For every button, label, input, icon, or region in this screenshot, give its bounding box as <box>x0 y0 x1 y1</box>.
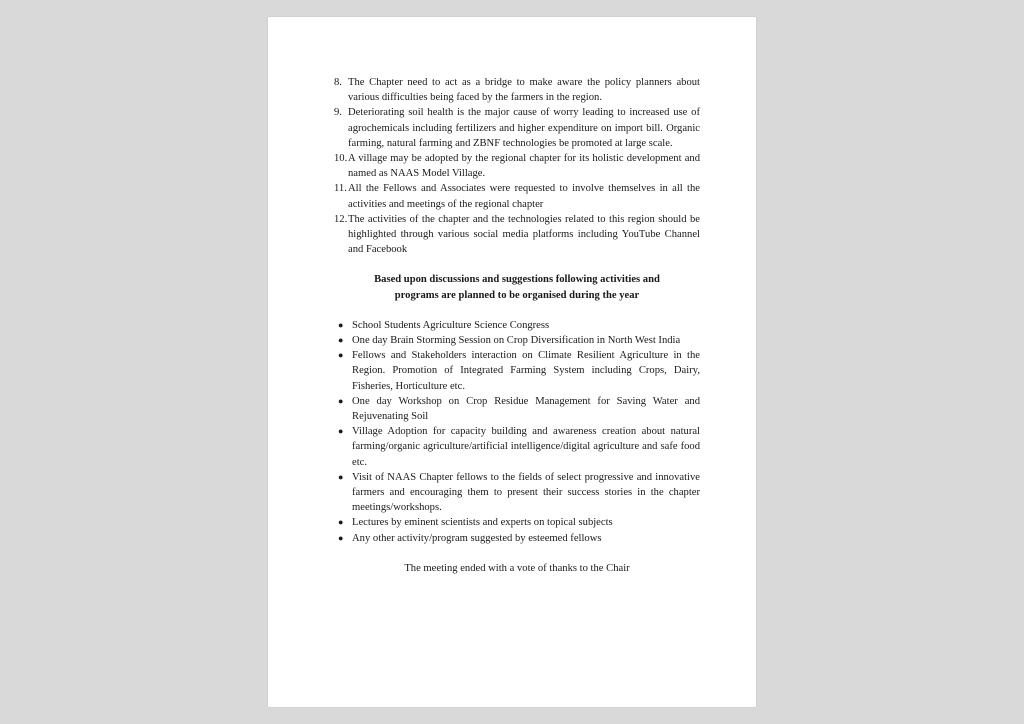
activity-text: Fellows and Stakeholders interaction on Climate Resilient Agriculture in the Region. Promotion of Integrated Farming System including Crops, Dairy, Fisheries, Horticulture etc. <box>352 350 700 392</box>
item-text: Deteriorating soil health is the major cause of worry leading to increased use of agrochemicals including fertilizers and higher expenditure on import bill. Organic farming, natural farming and ZBNF technologies be promoted at large scale. <box>348 107 700 149</box>
activity-item <box>334 348 700 394</box>
activity-text: Village Adoption for capacity building and awareness creation about natural farming/organic agriculture/artificial intelligence/digital agriculture and safe food etc. <box>352 426 700 468</box>
bullet-icon: ● <box>338 532 344 543</box>
activity-text: Lectures by eminent scientists and experts on topical subjects <box>352 517 613 529</box>
item-text: The Chapter need to act as a bridge to make aware the policy planners about various difficulties being faced by the farmers in the region. <box>348 77 700 104</box>
bullet-icon: ● <box>338 350 344 361</box>
item-text: All the Fellows and Associates were requested to involve themselves in all the activities and meetings of the regional chapter <box>348 183 700 210</box>
activity-text: One day Brain Storming Session on Crop Diversification in North West India <box>352 335 681 347</box>
activity-item <box>334 318 700 333</box>
numbered-list <box>334 75 700 257</box>
numbered-item <box>334 151 700 181</box>
bullet-icon: ● <box>338 319 344 330</box>
bullet-icon: ● <box>338 335 344 346</box>
activity-text: Any other activity/program suggested by esteemed fellows <box>352 532 602 544</box>
section-heading: Based upon discussions and suggestions following activities and programs are planned to be organised during the year <box>374 274 660 301</box>
activity-item <box>334 424 700 470</box>
activity-item <box>334 531 700 546</box>
numbered-item <box>334 75 700 105</box>
document-page <box>268 17 756 707</box>
item-number: 11. <box>334 183 347 195</box>
item-number: 8. <box>334 77 342 88</box>
activity-text: One day Workshop on Crop Residue Management for Saving Water and Rejuvenating Soil <box>352 395 700 423</box>
activities-list <box>334 318 700 546</box>
page-content <box>334 75 700 576</box>
activity-item <box>334 470 700 516</box>
bullet-icon: ● <box>338 395 344 406</box>
item-text: The activities of the chapter and the technologies related to this region should be highlighted through various social media platforms including YouTube Channel and Facebook <box>348 213 700 256</box>
activity-item <box>334 394 700 424</box>
bullet-icon: ● <box>338 517 344 528</box>
activity-text: School Students Agriculture Science Congress <box>352 319 550 331</box>
item-text: A village may be adopted by the regional chapter for its holistic development and named as NAAS Model Village. <box>348 153 700 180</box>
bullet-icon: ● <box>338 426 344 437</box>
activity-text: Visit of NAAS Chapter fellows to the fields of select progressive and innovative farmers and encouraging them to present their success stories in the chapter meetings/workshops. <box>352 471 700 514</box>
closing-statement: The meeting ended with a vote of thanks to the Chair <box>404 562 630 574</box>
item-number: 9. <box>334 107 342 119</box>
item-number: 12. <box>334 213 348 225</box>
activity-item <box>334 333 700 348</box>
numbered-item <box>334 105 700 151</box>
numbered-item <box>334 212 700 258</box>
numbered-item <box>334 181 700 211</box>
activity-item <box>334 515 700 530</box>
item-number: 10. <box>334 153 348 165</box>
bullet-icon: ● <box>338 471 344 482</box>
